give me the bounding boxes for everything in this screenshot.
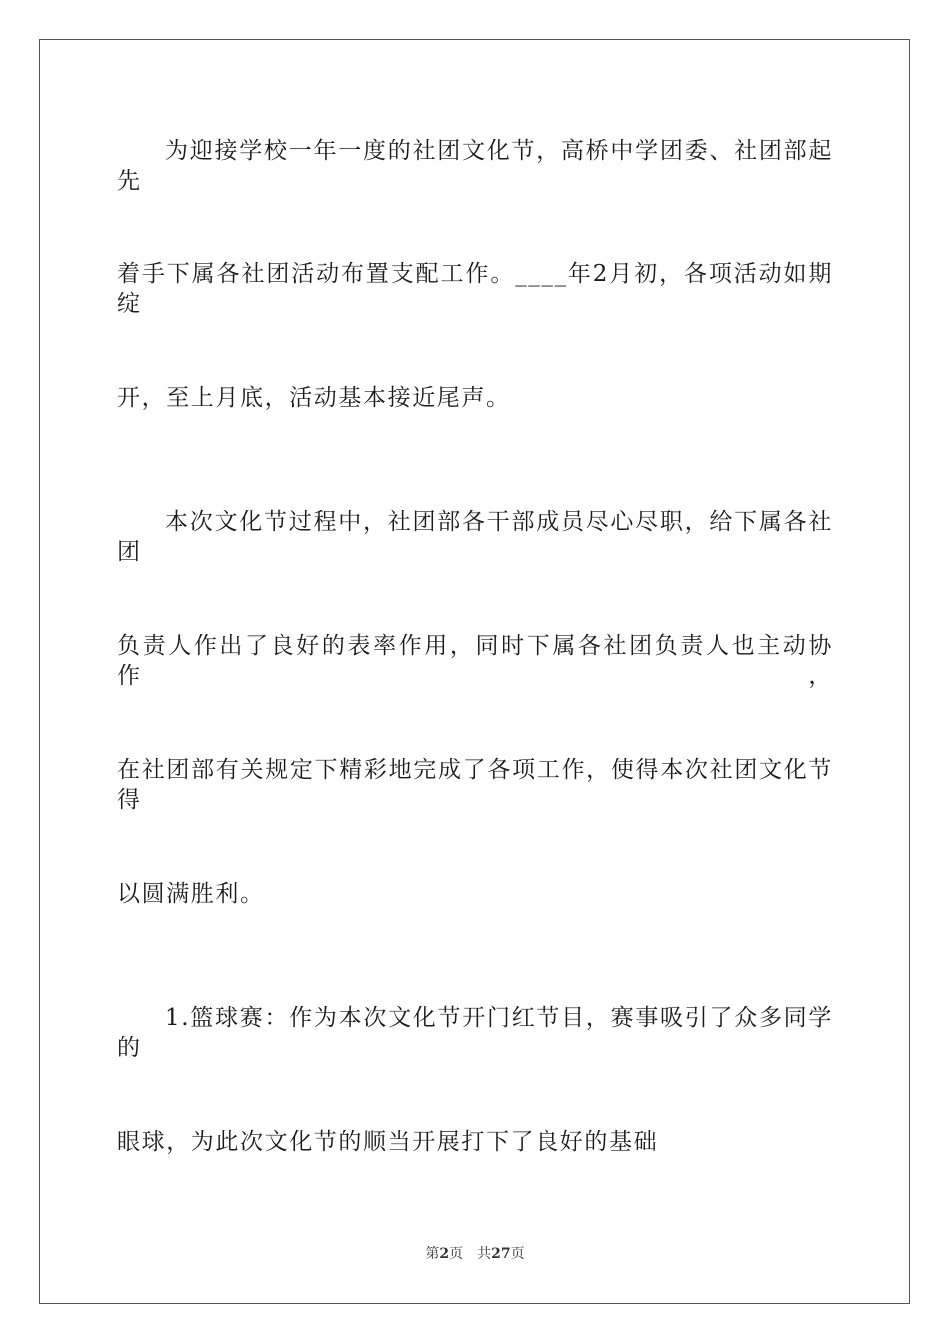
paragraph-1-line-3: 开，至上月底，活动基本接近尾声。 — [117, 385, 511, 411]
footer-page-prefix: 第 — [425, 1246, 440, 1262]
footer-total-prefix: 共 — [477, 1246, 492, 1262]
paragraph-3-line-1: 1.篮球赛：作为本次文化节开门红节目，赛事吸引了众多同学的 — [117, 1005, 833, 1061]
footer-page-number: 2 — [439, 1246, 450, 1262]
paragraph-1-line-2: 着手下属各社团活动布置支配工作。____年2月初，各项活动如期绽 — [117, 261, 833, 317]
footer-page-suffix: 页 — [449, 1246, 464, 1262]
footer-total-pages: 27 — [491, 1246, 511, 1262]
paragraph-2-line-2: 负责人作出了良好的表率作用，同时下属各社团负责人也主动协作， — [117, 633, 833, 689]
paragraph-2-line-3: 在社团部有关规定下精彩地完成了各项工作，使得本次社团文化节得 — [117, 757, 833, 813]
paragraph-2-line-4: 以圆满胜利。 — [117, 881, 265, 907]
paragraph-2-line-1: 本次文化节过程中，社团部各干部成员尽心尽职，给下属各社团 — [117, 509, 833, 565]
paragraph-1-line-1: 为迎接学校一年一度的社团文化节，高桥中学团委、社团部起先 — [117, 138, 833, 194]
page-footer — [0, 1244, 950, 1264]
footer-total-suffix: 页 — [510, 1246, 525, 1262]
paragraph-3-line-2: 眼球，为此次文化节的顺当开展打下了良好的基础 — [117, 1129, 659, 1155]
